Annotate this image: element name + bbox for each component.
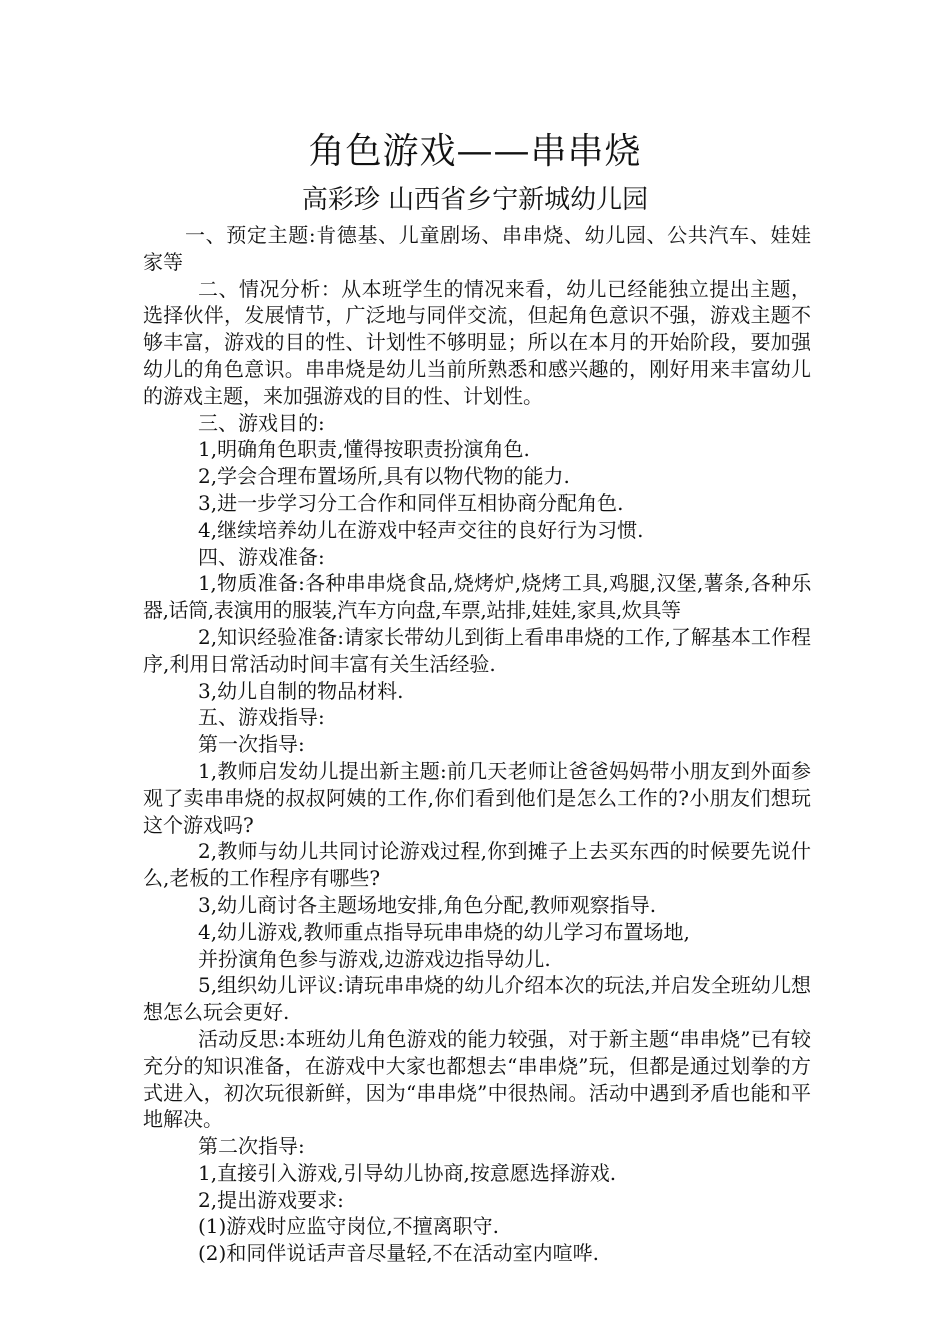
requirement-item: (1)游戏时应监守岗位,不擅离职守. — [198, 1214, 500, 1239]
requirement-item: (2)和同伴说话声音尽量轻,不在活动室内喧哗. — [198, 1241, 600, 1266]
guidance-item: 2,提出游戏要求: — [198, 1187, 344, 1212]
guidance-item: 3,幼儿商讨各主题场地安排,角色分配,教师观察指导. — [198, 892, 657, 917]
author-line: 高彩珍 山西省乡宁新城幼儿园 — [301, 185, 649, 215]
preparation-item: 3,幼儿自制的物品材料. — [198, 678, 404, 703]
heading-game-preparation: 四、游戏准备: — [198, 544, 325, 569]
preparation-item: 2,知识经验准备:请家长带幼儿到街上看串串烧的工作,了解基本工作程序,利用日常活动时间丰富有关生活经验. — [143, 624, 811, 676]
heading-game-goals: 三、游戏目的: — [198, 410, 325, 435]
guidance-item: 2,教师与幼儿共同讨论游戏过程,你到摊子上去买东西的时候要先说什么,老板的工作程序有哪些? — [143, 839, 811, 891]
heading-first-guidance: 第一次指导: — [198, 732, 305, 757]
goal-item: 2,学会合理布置场所,具有以物代物的能力. — [198, 464, 570, 489]
guidance-item: 4,幼儿游戏,教师重点指导玩串串烧的幼儿学习布置场地, — [198, 919, 690, 944]
guidance-item: 1,教师启发幼儿提出新主题:前几天老师让爸爸妈妈带小朋友到外面参观了卖串串烧的叔叔阿姨的工作,你们看到他们是怎么工作的?小朋友们想玩这个游戏吗? — [143, 758, 811, 837]
goal-item: 1,明确角色职责,懂得按职责扮演角色. — [198, 437, 530, 462]
heading-game-guidance: 五、游戏指导: — [198, 705, 325, 730]
heading-second-guidance: 第二次指导: — [198, 1134, 305, 1159]
guidance-item: 5,组织幼儿评议:请玩串串烧的幼儿介绍本次的玩法,并启发全班幼儿想想怎么玩会更好. — [143, 973, 811, 1025]
paragraph-themes: 一、预定主题:肯德基、儿童剧场、串串烧、幼儿园、公共汽车、娃娃家等 — [143, 223, 811, 274]
guidance-item-continuation: 并扮演角色参与游戏,边游戏边指导幼儿. — [198, 946, 551, 971]
goal-item: 4,继续培养幼儿在游戏中轻声交往的良好行为习惯. — [198, 517, 644, 542]
paragraph-activity-reflection: 活动反思:本班幼儿角色游戏的能力较强，对于新主题“串串烧”已有较充分的知识准备，在游戏中大家也都想去“串串烧”玩，但都是通过划拳的方式进入，初次玩很新鲜，因为“串串烧”中很热闹。活动中遇到矛盾也能和平地解决。 — [143, 1026, 811, 1132]
guidance-item: 1,直接引入游戏,引导幼儿协商,按意愿选择游戏. — [198, 1160, 617, 1185]
document-title: 角色游戏——串串烧 — [308, 131, 642, 172]
paragraph-situation-analysis: 二、情况分析：从本班学生的情况来看，幼儿已经能独立提出主题，选择伙伴，发展情节，广泛地与同伴交流，但起角色意识不强，游戏主题不够丰富，游戏的目的性、计划性不够明显；所以在本月的开始阶段，要加强幼儿的角色意识。串串烧是幼儿当前所熟悉和感兴趣的，刚好用来丰富幼儿的游戏主题，来加强游戏的目的性、计划性。 — [143, 276, 811, 408]
preparation-item: 1,物质准备:各种串串烧食品,烧烤炉,烧烤工具,鸡腿,汉堡,薯条,各种乐器,话筒,表演用的服装,汽车方向盘,车票,站排,娃娃,家具,炊具等 — [143, 571, 811, 623]
document-body — [143, 222, 811, 1267]
goal-item: 3,进一步学习分工合作和同伴互相协商分配角色. — [198, 490, 624, 515]
